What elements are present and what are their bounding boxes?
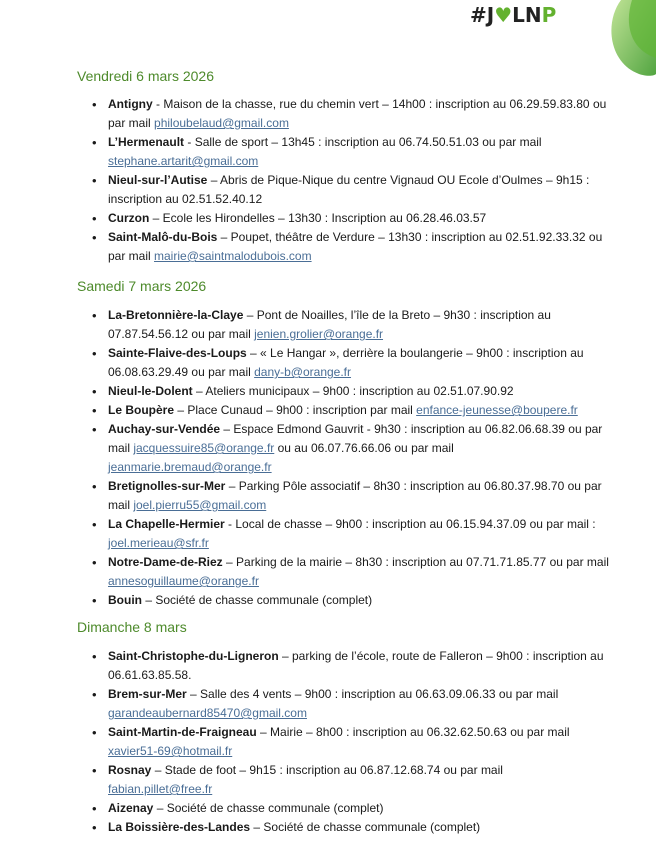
town-name: Nieul-sur-l’Autise (108, 173, 208, 187)
list-item: • Aizenay – Société de chasse communale (complet) (90, 799, 610, 818)
town-name: L’Hermenault (108, 135, 185, 149)
email-link[interactable]: joel.pierru55@gmail.com (133, 498, 267, 512)
town-name: Notre-Dame-de-Riez (108, 555, 223, 569)
town-name: La Boissière-des-Landes (108, 820, 251, 834)
email-link[interactable]: annesoguillaume@orange.fr (108, 574, 259, 588)
town-name: Brem-sur-Mer (108, 687, 187, 701)
email-link[interactable]: jacquessuire85@orange.fr (133, 441, 275, 455)
list-item: • Bretignolles-sur-Mer – Parking Pôle associatif – 8h30 : inscription au 06.80.37.98.70 ou par mail joel.pierru55@gmail.com (90, 477, 610, 515)
list-item: • Saint-Martin-de-Fraigneau – Mairie – 8h00 : inscription au 06.32.62.50.63 ou par mail xavier51-69@hotmail.fr (90, 723, 610, 761)
list-item: • Nieul-sur-l’Autise – Abris de Pique-Nique du centre Vignaud OU Ecole d’Oulmes – 9h15 : inscription au 02.51.52.40.12 (90, 171, 610, 209)
email-link[interactable]: jenien.grolier@orange.fr (254, 327, 384, 341)
town-name: La-Bretonnière-la-Claye (108, 308, 244, 322)
town-name: Bouin (108, 593, 142, 607)
list-item: • Brem-sur-Mer – Salle des 4 vents – 9h00 : inscription au 06.63.09.06.33 ou par mail garandeaubernard85470@gmail.com (90, 685, 610, 723)
list-item: • Notre-Dame-de-Riez – Parking de la mairie – 8h30 : inscription au 07.71.71.85.77 ou par mail annesoguillaume@orange.fr (90, 553, 610, 591)
list-item: • La-Bretonnière-la-Claye – Pont de Noailles, l’île de la Breto – 9h30 : inscription au 07.87.54.56.12 ou par mail jenien.grolier@orange.fr (90, 306, 610, 344)
section-title-vendredi: Vendredi 6 mars 2026 (77, 68, 214, 84)
list-item: • Sainte-Flaive-des-Loups – « Le Hangar », derrière la boulangerie – 9h00 : inscription au 06.08.63.29.49 ou par mail dany-b@orange.fr (90, 344, 610, 382)
town-name: Le Boupère (108, 403, 175, 417)
event-list-samedi (90, 306, 610, 610)
town-name: Bretignolles-sur-Mer (108, 479, 226, 493)
list-item: • Rosnay – Stade de foot – 9h15 : inscription au 06.87.12.68.74 ou par mail fabian.pillet@free.fr (90, 761, 610, 799)
list-item: • Saint-Malô-du-Bois – Poupet, théâtre de Verdure – 13h30 : inscription au 02.51.92.33.32 ou par mail mairie@saintmalodubois.com (90, 228, 610, 266)
town-name: Saint-Martin-de-Fraigneau (108, 725, 257, 739)
email-link[interactable]: dany-b@orange.fr (254, 365, 352, 379)
list-item: • Antigny - Maison de la chasse, rue du chemin vert – 14h00 : inscription au 06.29.59.83.80 ou par mail philoubelaud@gmail.com (90, 95, 610, 133)
email-link[interactable]: joel.merieau@sfr.fr (108, 536, 209, 550)
list-item: • La Chapelle-Hermier - Local de chasse – 9h00 : inscription au 06.15.94.37.09 ou par mail : joel.merieau@sfr.fr (90, 515, 610, 553)
list-item: • Saint-Christophe-du-Ligneron – parking de l’école, route de Falleron – 9h00 : inscription au 06.61.63.85.58. (90, 647, 610, 685)
email-link[interactable]: jeanmarie.bremaud@orange.fr (108, 460, 272, 474)
town-name: Nieul-le-Dolent (108, 384, 193, 398)
town-name: Curzon (108, 211, 150, 225)
list-item: • Auchay-sur-Vendée – Espace Edmond Gauvrit - 9h30 : inscription au 06.82.06.68.39 ou par mail jacquessuire85@orange.fr ou au 06.07.76.66.06 ou par mail jeanmarie.bremaud@orange.fr (90, 420, 610, 477)
email-link[interactable]: enfance-jeunesse@boupere.fr (416, 403, 578, 417)
email-link[interactable]: fabian.pillet@free.fr (108, 782, 213, 796)
list-item: • Bouin – Société de chasse communale (complet) (90, 591, 610, 610)
event-list-dimanche (90, 647, 610, 837)
list-item: • Le Boupère – Place Cunaud – 9h00 : inscription par mail enfance-jeunesse@boupere.fr (90, 401, 610, 420)
list-item: • L’Hermenault - Salle de sport – 13h45 : inscription au 06.74.50.51.03 ou par mail stephane.artarit@gmail.com (90, 133, 610, 171)
town-name: Auchay-sur-Vendée (108, 422, 221, 436)
town-name: Antigny (108, 97, 153, 111)
town-name: Aizenay (108, 801, 154, 815)
email-link[interactable]: xavier51-69@hotmail.fr (108, 744, 233, 758)
email-link[interactable]: mairie@saintmalodubois.com (154, 249, 312, 263)
town-name: Rosnay (108, 763, 152, 777)
town-name: Sainte-Flaive-des-Loups (108, 346, 247, 360)
town-name: La Chapelle-Hermier (108, 517, 225, 531)
email-link[interactable]: philoubelaud@gmail.com (154, 116, 289, 130)
town-name: Saint-Malô-du-Bois (108, 230, 218, 244)
town-name: Saint-Christophe-du-Ligneron (108, 649, 279, 663)
section-title-samedi: Samedi 7 mars 2026 (77, 278, 207, 294)
list-item: • Nieul-le-Dolent – Ateliers municipaux – 9h00 : inscription au 02.51.07.90.92 (90, 382, 610, 401)
list-item: • La Boissière-des-Landes – Société de chasse communale (complet) (90, 818, 610, 837)
email-link[interactable]: garandeaubernard85470@gmail.com (108, 706, 307, 720)
list-item: • Curzon – Ecole les Hirondelles – 13h30 : Inscription au 06.28.46.03.57 (90, 209, 610, 228)
brand-logo: #J♥LNP (470, 3, 557, 27)
event-list-vendredi (90, 95, 610, 266)
section-title-dimanche: Dimanche 8 mars (77, 619, 187, 635)
email-link[interactable]: stephane.artarit@gmail.com (108, 154, 259, 168)
heart-icon: ♥ (494, 3, 513, 27)
